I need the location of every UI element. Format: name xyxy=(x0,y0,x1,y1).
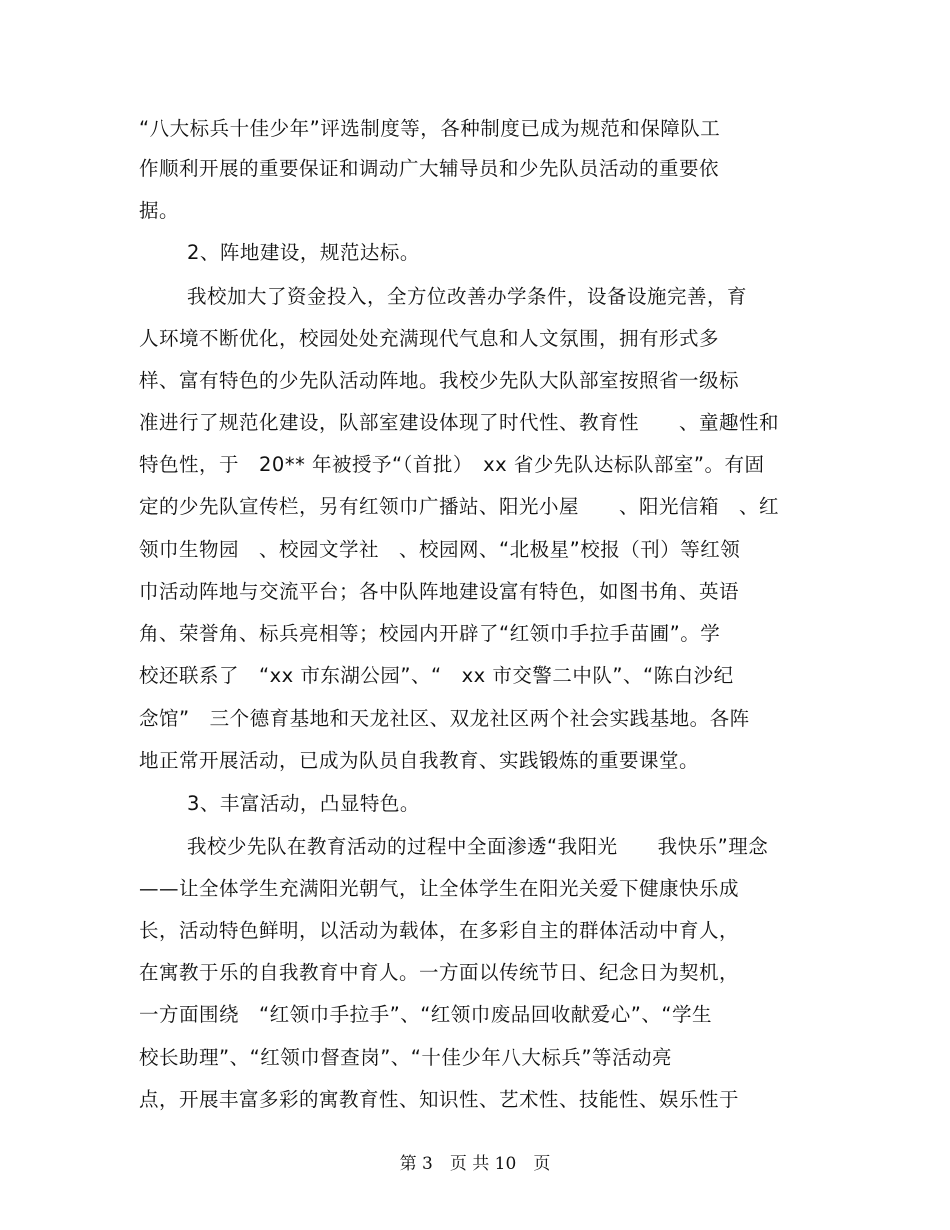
paragraph-line: “八大标兵十佳少年”评选制度等，各种制度已成为规范和保障队工 xyxy=(139,117,721,140)
paragraph-line: 念馆” 三个德育基地和天龙社区、双龙社区两个社会实践基地。各阵 xyxy=(139,707,750,730)
paragraph-line: 人环境不断优化，校园处处充满现代气息和人文氛围，拥有形式多 xyxy=(139,327,720,350)
paragraph-line: 巾活动阵地与交流平台；各中队阵地建设富有特色，如图书角、英语 xyxy=(139,580,740,603)
paragraph-line: 长，活动特色鲜明，以活动为载体，在多彩自主的群体活动中育人， xyxy=(139,919,740,942)
paragraph-line: 准进行了规范化建设，队部室建设体现了时代性、教育性 、童趣性和 xyxy=(139,411,780,434)
paragraph-line: 角、荣誉角、标兵亮相等；校园内开辟了“红领巾手拉手苗圃”。学 xyxy=(139,622,721,645)
page-number-footer: 第 3 页 共 10 页 xyxy=(399,1154,551,1174)
paragraph-line: 点，开展丰富多彩的寓教育性、知识性、艺术性、技能性、娱乐性于 xyxy=(139,1088,740,1111)
paragraph-line: 定的少先队宣传栏，另有红领巾广播站、阳光小屋 、阳光信箱 、红 xyxy=(139,495,780,518)
paragraph-line: 一方面围绕 “红领巾手拉手”、“红领巾废品回收献爱心”、“学生 xyxy=(139,1003,713,1026)
paragraph-line: 样、富有特色的少先队活动阵地。我校少先队大队部室按照省一级标 xyxy=(139,369,740,392)
paragraph-line: ——让全体学生充满阳光朝气，让全体学生在阳光关爱下健康快乐成 xyxy=(139,877,740,900)
paragraph-line: 我校少先队在教育活动的过程中全面渗透“我阳光 我快乐”理念 xyxy=(187,835,769,858)
paragraph-line: 在寓教于乐的自我教育中育人。一方面以传统节日、纪念日为契机， xyxy=(139,961,740,984)
paragraph-line: 地正常开展活动，已成为队员自我教育、实践锻炼的重要课堂。 xyxy=(139,749,700,772)
section-heading: 3、丰富活动，凸显特色。 xyxy=(187,792,420,815)
paragraph-line: 校还联系了 “xx 市东湖公园”、“ xx 市交警二中队”、“陈白沙纪 xyxy=(139,664,734,687)
paragraph-line: 特色性，于 20** 年被授予“（首批） xx 省少先队达标队部室”。有固 xyxy=(139,453,765,476)
section-heading: 2、阵地建设，规范达标。 xyxy=(187,241,420,264)
paragraph-line: 作顺利开展的重要保证和调动广大辅导员和少先队员活动的重要依 xyxy=(139,157,720,180)
paragraph-line: 领巾生物园 、校园文学社 、校园网、“北极星”校报（刊）等红领 xyxy=(139,538,741,561)
paragraph-line: 校长助理”、“红领巾督查岗”、“十佳少年八大标兵”等活动亮 xyxy=(139,1046,673,1069)
paragraph-line: 据。 xyxy=(139,199,180,222)
paragraph-line: 我校加大了资金投入，全方位改善办学条件，设备设施完善，育 xyxy=(187,285,748,308)
